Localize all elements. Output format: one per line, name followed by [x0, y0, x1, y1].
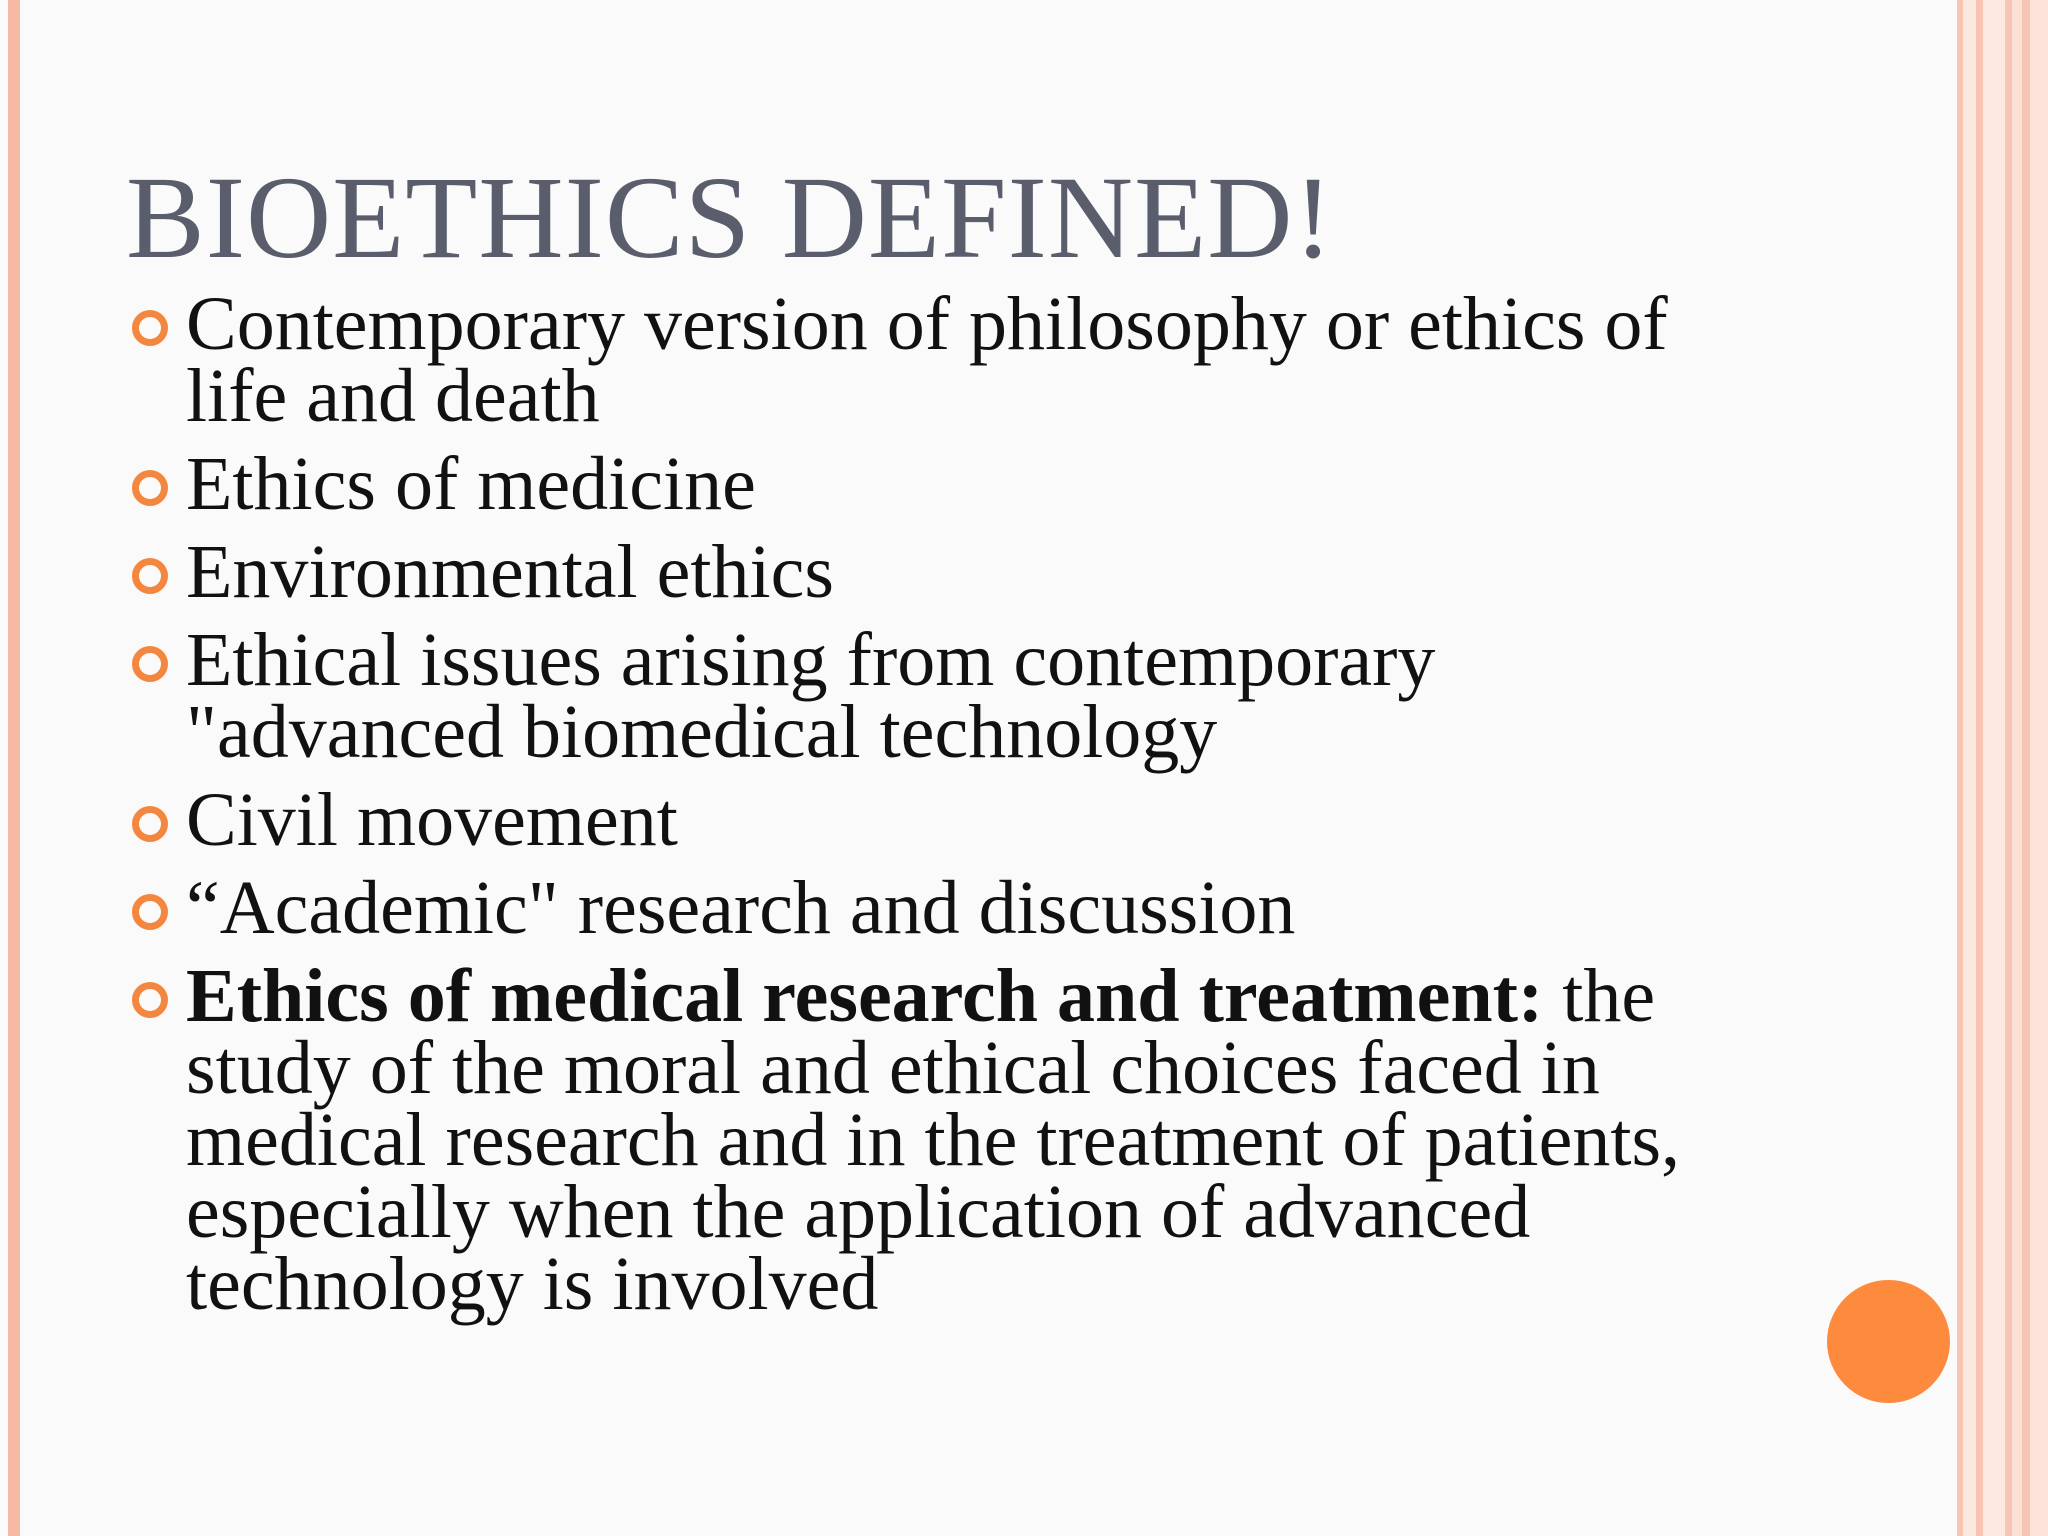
bullet-icon	[132, 646, 168, 682]
bullet-list	[126, 282, 1766, 1336]
slide-title: BIOETHICS DEFINED!	[126, 152, 1334, 283]
bullet-item	[126, 866, 1766, 950]
bullet-item	[126, 530, 1766, 614]
left-border-stripe	[8, 0, 20, 1536]
right-border-stripe	[1963, 0, 1976, 1536]
bullet-item	[126, 442, 1766, 526]
right-border-stripe	[1983, 0, 2005, 1536]
right-border-stripe	[1976, 0, 1983, 1536]
bullet-bold-term: Ethics of medical research and treatment:	[186, 954, 1544, 1038]
right-border-stripe	[2012, 0, 2022, 1536]
bullet-text: Civil movement	[186, 778, 678, 862]
bullet-item	[126, 954, 1766, 1326]
bullet-icon	[132, 558, 168, 594]
bullet-item	[126, 778, 1766, 862]
bullet-icon	[132, 982, 168, 1018]
right-border-stripe	[2005, 0, 2012, 1536]
bullet-icon	[132, 806, 168, 842]
bullet-item	[126, 618, 1766, 774]
orange-circle-decoration	[1827, 1280, 1950, 1403]
bullet-text: Contemporary version of philosophy or ethics of life and death	[186, 282, 1668, 438]
bullet-text: Ethical issues arising from contemporary "advanced biomedical technology	[186, 618, 1436, 774]
bullet-text: Environmental ethics	[186, 530, 834, 614]
bullet-icon	[132, 310, 168, 346]
bullet-text: the study of the moral and ethical choices faced in medical research and in the treatment of patients, especially when the application of advanced technology is involved	[186, 954, 1681, 1326]
bullet-icon	[132, 894, 168, 930]
right-border-stripe	[2022, 0, 2030, 1536]
bullet-item	[126, 282, 1766, 438]
bullet-text: Ethics of medicine	[186, 442, 756, 526]
bullet-text: “Academic" research and discussion	[186, 866, 1296, 950]
right-border-stripe	[2030, 0, 2048, 1536]
bullet-icon	[132, 470, 168, 506]
